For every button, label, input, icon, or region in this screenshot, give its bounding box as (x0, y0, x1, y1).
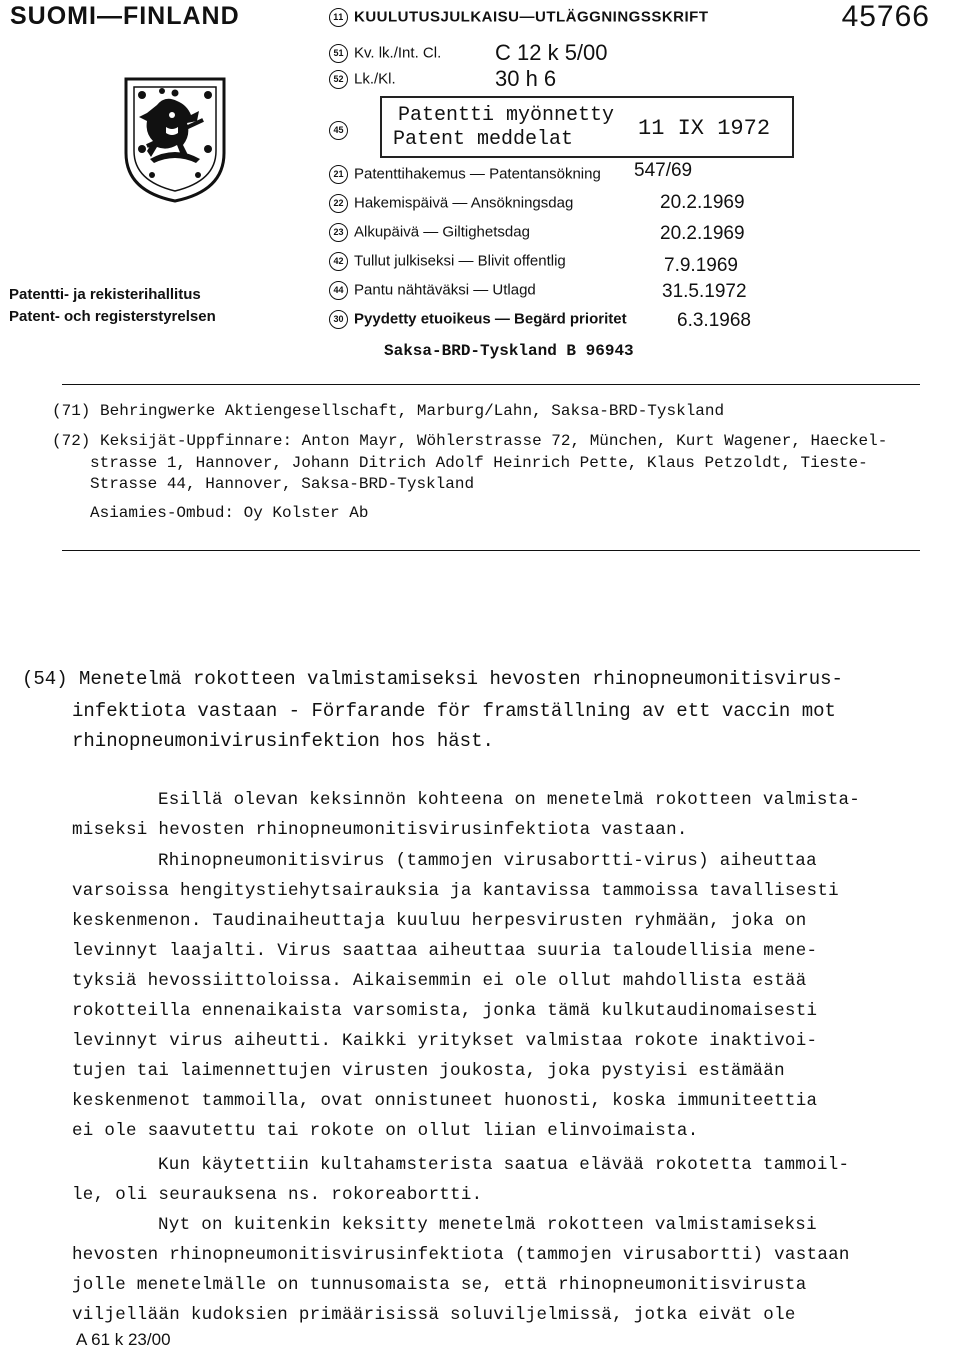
coat-of-arms-icon (122, 75, 228, 203)
body-line: tyksiä hevossiittoloissa. Aikaisemmin ei ole ollut mahdollista estää (72, 971, 807, 991)
bib-row-label: Patenttihakemus — Patentansökning (354, 165, 601, 183)
body-line: hevosten rhinopneumonitisvirusinfektiota (tammojen virusabortti) vastaan (72, 1245, 850, 1265)
inid-code: 42 (329, 252, 348, 271)
nat-class-label: Lk./Kl. (354, 70, 396, 88)
intl-class-value: C 12 k 5/00 (495, 40, 608, 65)
bib-row-value: 547/69 (634, 160, 693, 181)
grant-label-sv: Patent meddelat (393, 128, 574, 151)
body-line: Nyt on kuitenkin keksitty menetelmä rokotteen valmistamiseksi (158, 1215, 817, 1235)
office-name-sv: Patent- och registerstyrelsen (9, 308, 216, 325)
bib-row (329, 252, 566, 271)
inventors-line: Strasse 44, Hannover, Saksa-BRD-Tyskland (90, 475, 475, 493)
nat-class-label-row (329, 70, 396, 89)
document-type-line (329, 8, 709, 27)
grant-label-fi: Patentti myönnetty (398, 104, 615, 127)
body-line: Rhinopneumonitisvirus (tammojen virusabortti-virus) aiheuttaa (158, 851, 817, 871)
bib-row (329, 165, 601, 184)
body-line: keskenmenon. Taudinaiheuttaja kuuluu herpesvirusten ryhmään, joka on (72, 911, 807, 931)
body-line: keskenmenot tammoilla, ovat onnistuneet huonosti, koska immuniteettia (72, 1091, 818, 1111)
priority-country: Saksa-BRD-Tyskland B 96943 (384, 342, 634, 360)
bib-row-label: Tullut julkiseksi — Blivit offentlig (354, 252, 566, 270)
inid-code: 11 (329, 8, 348, 27)
divider (62, 384, 920, 385)
intl-class-label-row (329, 44, 441, 63)
bib-row-label: Alkupäivä — Giltighetsdag (354, 223, 530, 241)
grant-date: 11 IX 1972 (638, 116, 771, 141)
body-line: miseksi hevosten rhinopneumonitisvirusinfektiota vastaan. (72, 820, 688, 840)
bib-row (329, 194, 573, 213)
bib-row (329, 223, 530, 242)
body-line: jolle menetelmälle on tunnusomaista se, että rhinopneumonitisvirusta (72, 1275, 807, 1295)
applicant: (71) Behringwerke Aktiengesellschaft, Marburg/Lahn, Saksa-BRD-Tyskland (52, 402, 725, 420)
title-line: (54) Menetelmä rokotteen valmistamiseksi hevosten rhinopneumonitisvirus- (22, 668, 843, 690)
document-type: KUULUTUSJULKAISU—UTLÄGGNINGSSKRIFT (354, 8, 709, 26)
title-line: infektiota vastaan - Förfarande för framställning av ett vaccin mot (72, 700, 836, 722)
body-line: le, oli seurauksena ns. rokoreabortti. (72, 1185, 483, 1205)
intl-class-label: Kv. lk./Int. Cl. (354, 44, 442, 62)
inid-code: 22 (329, 194, 348, 213)
inid-code: 51 (329, 44, 348, 63)
country-heading: SUOMI—FINLAND (10, 2, 240, 30)
nat-class-value: 30 h 6 (495, 66, 557, 91)
agent: Asiamies-Ombud: Oy Kolster Ab (90, 504, 369, 522)
bib-row (329, 281, 536, 300)
inid-code: 45 (329, 121, 348, 140)
inid-code: 44 (329, 281, 348, 300)
bib-row-label: Hakemispäivä — Ansökningsdag (354, 194, 574, 212)
bib-row-label: Pantu nähtäväksi — Utlagd (354, 281, 536, 299)
body-line: ei ole saavutettu tai rokote on ollut liian elinvoimaista. (72, 1121, 699, 1141)
bib-row-value: 20.2.1969 (660, 192, 745, 213)
body-line: Kun käytettiin kultahamsterista saatua elävää rokotetta tammoil- (158, 1155, 850, 1175)
inid-code: 23 (329, 223, 348, 242)
body-line: varsoissa hengitystiehytsairauksia ja kantavissa tammoissa tavallisesti (72, 881, 839, 901)
bib-row-value: 20.2.1969 (660, 223, 745, 244)
footer-classification: A 61 k 23/00 (76, 1330, 171, 1349)
body-line: tujen tai laimennettujen virusten joukosta, joka pystyisi estämään (72, 1061, 785, 1081)
body-line: levinnyt laajalti. Virus saattaa aiheuttaa suuria taloudellisia mene- (72, 941, 818, 961)
bib-row (329, 310, 627, 329)
divider (62, 550, 920, 551)
grant-code (329, 121, 354, 140)
inventors-line: strasse 1, Hannover, Johann Ditrich Adolf Heinrich Pette, Klaus Petzoldt, Tieste- (90, 454, 868, 472)
body-line: Esillä olevan keksinnön kohteena on menetelmä rokotteen valmista- (158, 790, 861, 810)
inid-code: 30 (329, 310, 348, 329)
inid-code: 21 (329, 165, 348, 184)
body-line: rokotteilla ennenaikaista varsomista, jonka tämä kulkutaudinomaisesti (72, 1001, 818, 1021)
bib-row-value: 6.3.1968 (677, 310, 751, 331)
inventors-line: (72) Keksijät-Uppfinnare: Anton Mayr, Wöhlerstrasse 72, München, Kurt Wagener, Haeckel- (52, 432, 888, 450)
document-number: 45766 (841, 0, 930, 33)
inid-code: 52 (329, 70, 348, 89)
bib-row-value: 7.9.1969 (664, 255, 738, 276)
body-line: viljellään kudoksien primäärisissä soluviljelmissä, jotka eivät ole (72, 1305, 796, 1325)
bib-row-value: 31.5.1972 (662, 281, 747, 302)
office-name-fi: Patentti- ja rekisterihallitus (9, 286, 201, 303)
bib-row-label: Pyydetty etuoikeus — Begärd prioritet (354, 310, 627, 328)
body-line: levinnyt virus aiheutti. Kaikki yritykset valmistaa rokote inaktivoi- (72, 1031, 818, 1051)
title-line: rhinopneumonivirusinfektion hos häst. (72, 730, 494, 752)
